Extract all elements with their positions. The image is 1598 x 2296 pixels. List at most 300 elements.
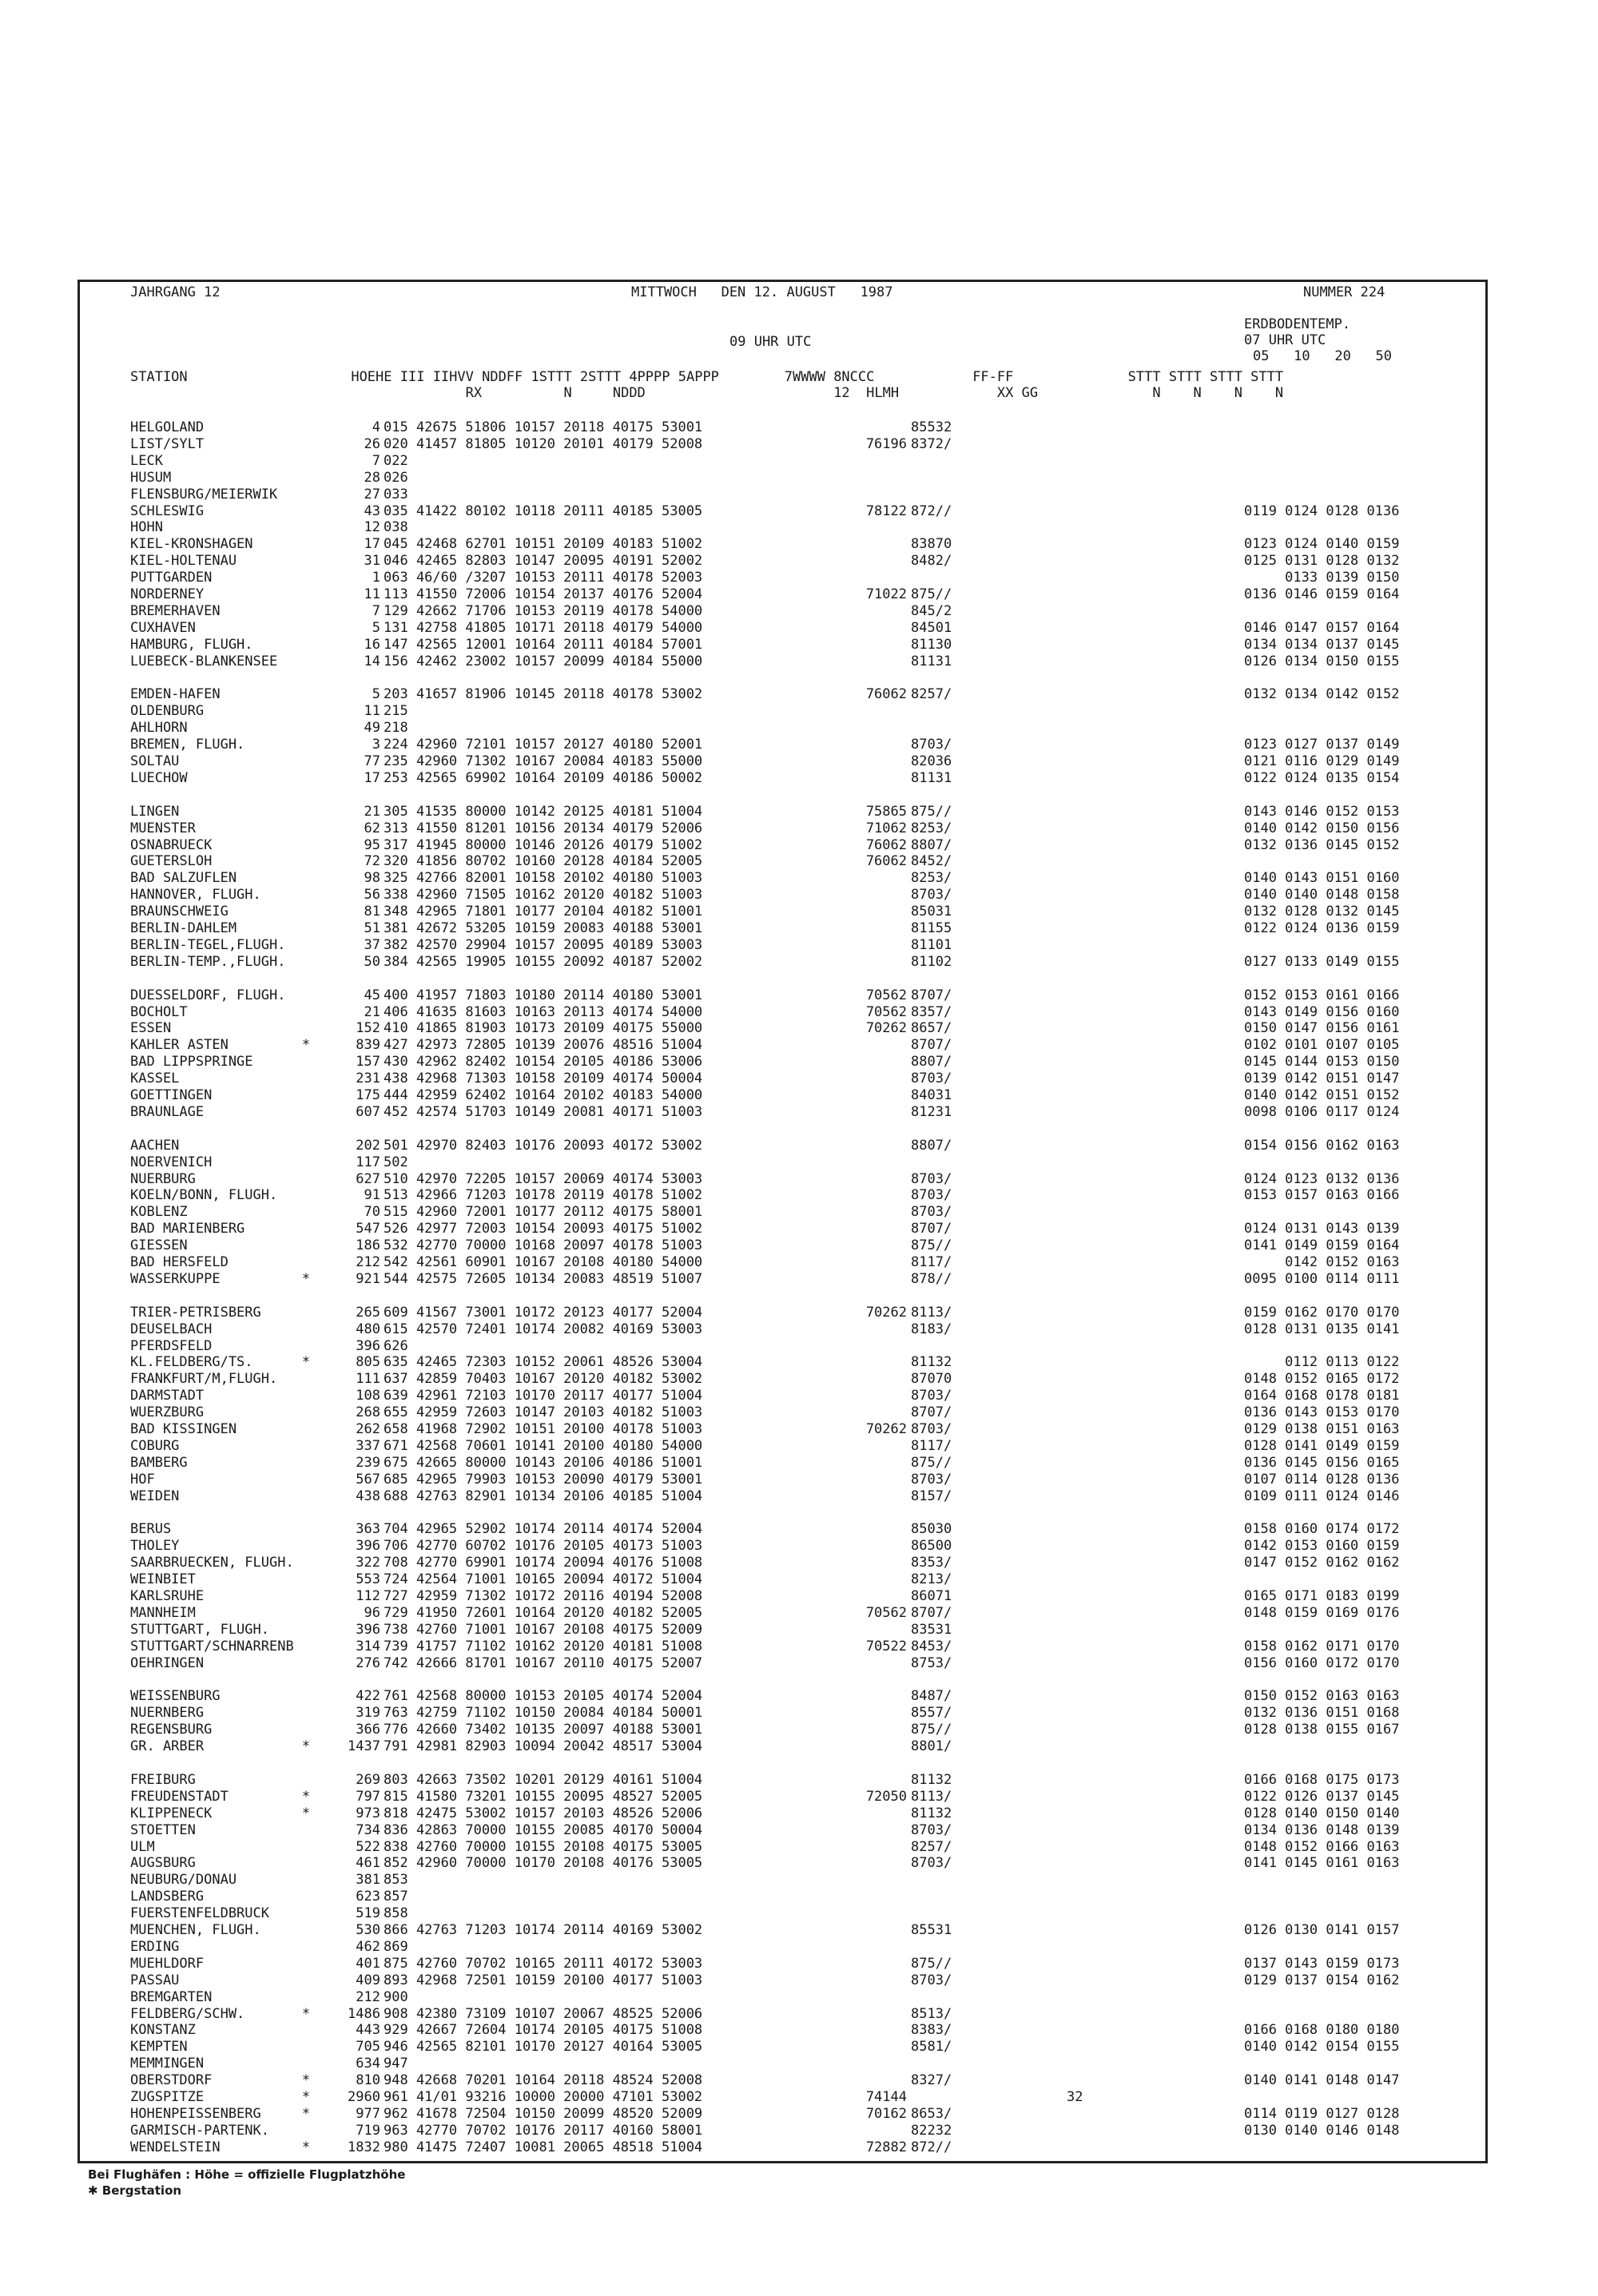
cloud-group: 81130 (911, 636, 952, 653)
station-elevation: 11 (364, 703, 380, 720)
station-name: HOF (130, 1471, 155, 1488)
synop-groups: 045 42468 62701 10151 20109 40183 51002 (384, 536, 703, 553)
synop-groups: 852 42960 70000 10170 20108 40176 53005 (384, 1855, 703, 1872)
station-elevation: 37 (364, 936, 380, 953)
station-name: KEMPTEN (130, 2039, 188, 2056)
soil-temperatures: 0142 0153 0160 0159 (1244, 1538, 1400, 1555)
cloud-group: 8707/ (911, 1037, 952, 1054)
station-elevation: 276 (356, 1654, 380, 1671)
synop-groups: 626 (384, 1337, 408, 1354)
weather-group: 70162 (865, 2105, 907, 2122)
station-name: GR. ARBER * (130, 1738, 311, 1755)
station-name: FLENSBURG/MEIERWIK (130, 486, 278, 502)
weather-group: 75865 (865, 803, 907, 820)
synop-groups: 235 42960 71302 10167 20084 40183 55000 (384, 753, 703, 769)
cloud-group: 85531 (911, 1922, 952, 1938)
cloud-group: 8703/ (911, 1204, 952, 1221)
station-name: BOCHOLT (130, 1003, 188, 1020)
station-elevation: 319 (356, 1705, 380, 1722)
cloud-group: 8581/ (911, 2039, 952, 2056)
station-name: SCHLESWIG (130, 502, 205, 519)
synop-groups: 400 41957 71803 10180 20114 40180 53001 (384, 987, 703, 1003)
soil-temperatures: 0129 0137 0154 0162 (1244, 1972, 1400, 1988)
soil-temperatures: 0143 0146 0152 0153 (1244, 803, 1400, 820)
station-elevation: 49 (364, 720, 380, 737)
soil-temperatures: 0141 0149 0159 0164 (1244, 1237, 1400, 1254)
weather-group: 70562 (865, 1604, 907, 1621)
synop-groups: 320 41856 80702 10160 20128 40184 52005 (384, 853, 703, 870)
station-elevation: 202 (356, 1137, 380, 1154)
soil-temperatures: 0132 0128 0132 0145 (1244, 904, 1400, 920)
cloud-group: 8801/ (911, 1738, 952, 1755)
soil-temperatures: 0098 0106 0117 0124 (1244, 1103, 1400, 1120)
soil-temperatures: 0148 0152 0165 0172 (1244, 1371, 1400, 1388)
synop-groups: 438 42968 71303 10158 20109 40174 50004 (384, 1071, 703, 1087)
cloud-group: 8117/ (911, 1254, 952, 1270)
weather-group: 70262 (865, 1020, 907, 1037)
station-name: STOETTEN (130, 1821, 196, 1838)
station-elevation: 43 (364, 502, 380, 519)
cloud-group: 8157/ (911, 1488, 952, 1504)
soil-temperatures: 0121 0116 0129 0149 (1244, 753, 1400, 769)
synop-groups: 838 42760 70000 10155 20108 40175 53005 (384, 1838, 703, 1855)
soil-temperatures: 0128 0131 0135 0141 (1244, 1321, 1400, 1337)
soil-temperatures: 0158 0162 0171 0170 (1244, 1638, 1400, 1654)
station-elevation: 4 (372, 419, 380, 435)
synop-groups: 724 42564 71001 10165 20094 40172 51004 (384, 1571, 703, 1588)
synop-groups: 815 41580 73201 10155 20095 48527 52005 (384, 1788, 703, 1805)
cloud-group: 8807/ (911, 1054, 952, 1071)
station-name: GIESSEN (130, 1237, 188, 1254)
station-elevation: 50 (364, 953, 380, 970)
synop-groups: 980 41475 72407 10081 20065 48518 51004 (384, 2139, 703, 2155)
station-name: DARMSTADT (130, 1388, 205, 1404)
soil-temp-title: ERDBODENTEMP. (1244, 316, 1351, 332)
synop-groups: 526 42977 72003 10154 20093 40175 51002 (384, 1221, 703, 1237)
cloud-group: 8703/ (911, 1170, 952, 1187)
synop-groups: 963 42770 70702 10176 20117 40160 58001 (384, 2122, 703, 2139)
synop-groups: 708 42770 69901 10174 20094 40176 51008 (384, 1555, 703, 1571)
station-elevation: 111 (356, 1371, 380, 1388)
cloud-group: 8183/ (911, 1321, 952, 1337)
cloud-group: 81155 (911, 920, 952, 936)
soil-temperatures: 0128 0141 0149 0159 (1244, 1437, 1400, 1454)
station-name: KIEL-KRONSHAGEN (130, 536, 253, 553)
station-elevation: 26 (364, 435, 380, 452)
station-name: LUECHOW (130, 769, 188, 786)
cloud-group: 86071 (911, 1588, 952, 1604)
station-name: COBURG (130, 1437, 180, 1454)
synop-groups: 961 41/01 93216 10000 20000 47101 53002 (384, 2089, 703, 2105)
station-name: STUTTGART/SCHNARRENB (130, 1638, 294, 1654)
soil-temperatures: 0132 0136 0151 0168 (1244, 1705, 1400, 1722)
station-name: PUTTGARDEN (130, 570, 213, 586)
station-elevation: 5 (372, 686, 380, 703)
cloud-group: 875// (911, 1454, 952, 1471)
station-name: WEISSENBURG (130, 1688, 221, 1705)
station-elevation: 480 (356, 1321, 380, 1337)
synop-groups: 317 41945 80000 10146 20126 40179 51002 (384, 836, 703, 853)
station-name: BREMGARTEN (130, 1988, 213, 2005)
station-elevation: 175 (356, 1087, 380, 1103)
cloud-group: 81132 (911, 1771, 952, 1788)
synop-groups: 858 (384, 1905, 408, 1922)
synop-groups: 947 (384, 2056, 408, 2072)
station-name: HUSUM (130, 469, 172, 486)
cloud-group: 81102 (911, 953, 952, 970)
station-elevation: 422 (356, 1688, 380, 1705)
soil-temperatures: 0109 0111 0124 0146 (1244, 1488, 1400, 1504)
station-elevation: 396 (356, 1621, 380, 1638)
synop-groups: 427 42973 72805 10139 20076 48516 51004 (384, 1037, 703, 1054)
station-elevation: 265 (356, 1304, 380, 1321)
station-name: KARLSRUHE (130, 1588, 205, 1604)
synop-groups: 609 41567 73001 10172 20123 40177 52004 (384, 1304, 703, 1321)
station-elevation: 231 (356, 1071, 380, 1087)
synop-groups: 035 41422 80102 10118 20111 40185 53005 (384, 502, 703, 519)
synop-groups: 510 42970 72205 10157 20069 40174 53003 (384, 1170, 703, 1187)
soil-temperatures: 0126 0130 0141 0157 (1244, 1922, 1400, 1938)
cloud-group: 8452/ (911, 853, 952, 870)
soil-temperatures: 0130 0140 0146 0148 (1244, 2122, 1400, 2139)
cloud-group: 8257/ (911, 1838, 952, 1855)
soil-temperatures: 0150 0152 0163 0163 (1244, 1688, 1400, 1705)
soil-temperatures: 0154 0156 0162 0163 (1244, 1137, 1400, 1154)
cloud-group: 8372/ (911, 435, 952, 452)
soil-temperatures: 0142 0152 0163 (1244, 1254, 1400, 1270)
synop-groups: 791 42981 82903 10094 20042 48517 53004 (384, 1738, 703, 1755)
station-name: DUESSELDORF, FLUGH. (130, 987, 286, 1003)
soil-temperatures: 0119 0124 0128 0136 (1244, 502, 1400, 519)
station-name: KLIPPENECK * (130, 1805, 311, 1821)
synop-groups: 836 42863 70000 10155 20085 40170 50004 (384, 1821, 703, 1838)
synop-groups: 639 42961 72103 10170 20117 40177 51004 (384, 1388, 703, 1404)
synop-groups: 515 42960 72001 10177 20112 40175 58001 (384, 1204, 703, 1221)
synop-groups: 739 41757 71102 10162 20120 40181 51008 (384, 1638, 703, 1654)
station-name: WUERZBURG (130, 1404, 205, 1421)
cloud-group: 875// (911, 1237, 952, 1254)
soil-temperatures: 0136 0145 0156 0165 (1244, 1454, 1400, 1471)
station-name: ZUGSPITZE * (130, 2089, 311, 2105)
station-elevation: 409 (356, 1972, 380, 1988)
cloud-group: 8113/ (911, 1788, 952, 1805)
cloud-group: 8253/ (911, 870, 952, 887)
synop-groups: 444 42959 62402 10164 20102 40183 54000 (384, 1087, 703, 1103)
station-elevation: 810 (356, 2072, 380, 2089)
soil-temperatures: 0152 0153 0161 0166 (1244, 987, 1400, 1003)
cloud-group: 8707/ (911, 1404, 952, 1421)
station-name: NUERBURG (130, 1170, 196, 1187)
synop-groups: 675 42665 80000 10143 20106 40186 51001 (384, 1454, 703, 1471)
station-elevation: 81 (364, 904, 380, 920)
station-name: NOERVENICH (130, 1154, 213, 1170)
soil-temperatures: 0147 0152 0162 0162 (1244, 1555, 1400, 1571)
station-elevation: 337 (356, 1437, 380, 1454)
weather-group: 71062 (865, 820, 907, 836)
soil-temperatures: 0128 0138 0155 0167 (1244, 1722, 1400, 1738)
station-elevation: 98 (364, 870, 380, 887)
station-name: KASSEL (130, 1071, 180, 1087)
weather-group: 72050 (865, 1788, 907, 1805)
station-name: OLDENBURG (130, 703, 205, 720)
station-elevation: 96 (364, 1604, 380, 1621)
cloud-group: 875// (911, 1955, 952, 1972)
cloud-group: 875// (911, 803, 952, 820)
soil-temperatures: 0148 0159 0169 0176 (1244, 1604, 1400, 1621)
station-elevation: 973 (356, 1805, 380, 1821)
synop-groups: 615 42570 72401 10174 20082 40169 53003 (384, 1321, 703, 1337)
cloud-group: 8703/ (911, 1421, 952, 1437)
footnote-mountain-station: ✱ Bergstation (88, 2183, 182, 2198)
soil-temperatures: 0129 0138 0151 0163 (1244, 1421, 1400, 1437)
soil-temperatures: 0150 0147 0156 0161 (1244, 1020, 1400, 1037)
synop-groups: 046 42465 82803 10147 20095 40191 52002 (384, 553, 703, 570)
soil-temperatures: 0166 0168 0175 0173 (1244, 1771, 1400, 1788)
station-elevation: 77 (364, 753, 380, 769)
soil-depths: 05 10 20 50 (1253, 348, 1392, 364)
weather-group: 76062 (865, 853, 907, 870)
synop-groups: 020 41457 81805 10120 20101 40179 52008 (384, 435, 703, 452)
station-elevation: 7 (372, 452, 380, 469)
cloud-group: 8703/ (911, 1855, 952, 1872)
synop-groups: 452 42574 51703 10149 20081 40171 51003 (384, 1103, 703, 1120)
soil-temperatures: 0102 0101 0107 0105 (1244, 1037, 1400, 1054)
station-name: AHLHORN (130, 720, 188, 737)
synop-groups: 544 42575 72605 10134 20083 48519 51007 (384, 1270, 703, 1287)
station-name: STUTTGART, FLUGH. (130, 1621, 269, 1638)
soil-temperatures: 0095 0100 0114 0111 (1244, 1270, 1400, 1287)
station-elevation: 27 (364, 486, 380, 502)
station-elevation: 705 (356, 2039, 380, 2056)
cloud-group: 8703/ (911, 1972, 952, 1988)
weather-group: 78122 (865, 502, 907, 519)
station-name: AACHEN (130, 1137, 180, 1154)
soil-temperatures: 0112 0113 0122 (1244, 1354, 1400, 1371)
synop-groups: 381 42672 53205 10159 20083 40188 53001 (384, 920, 703, 936)
column-headers-line1: STATION HOEHE III IIHVV NDDFF 1STTT 2STTT 4PPPP 5APPP 7WWWW 8NCCC FF-FF STTT STTT STTT STTT (130, 369, 1284, 385)
station-name: MUEHLDORF (130, 1955, 205, 1972)
synop-groups: 635 42465 72303 10152 20061 48526 53004 (384, 1354, 703, 1371)
synop-groups: 685 42965 79903 10153 20090 40179 53001 (384, 1471, 703, 1488)
soil-temperatures: 0145 0144 0153 0150 (1244, 1054, 1400, 1071)
synop-groups: 382 42570 29904 10157 20095 40189 53003 (384, 936, 703, 953)
station-elevation: 28 (364, 469, 380, 486)
observation-time: 09 UHR UTC (729, 334, 812, 350)
station-name: BERUS (130, 1521, 172, 1538)
soil-temperatures: 0140 0142 0150 0156 (1244, 820, 1400, 836)
station-elevation: 921 (356, 1270, 380, 1287)
cloud-group: 8383/ (911, 2022, 952, 2039)
station-name: GOETTINGEN (130, 1087, 213, 1103)
synop-groups: 742 42666 81701 10167 20110 40175 52007 (384, 1654, 703, 1671)
cloud-group: 8353/ (911, 1555, 952, 1571)
station-elevation: 519 (356, 1905, 380, 1922)
station-name: CUXHAVEN (130, 619, 196, 636)
synop-groups: 038 (384, 519, 408, 536)
weather-group: 76196 (865, 435, 907, 452)
cloud-group: 8653/ (911, 2105, 952, 2122)
station-name: BAD HERSFELD (130, 1254, 229, 1270)
station-name: BRAUNLAGE (130, 1103, 205, 1120)
cloud-group: 878// (911, 1270, 952, 1287)
cloud-group: 875// (911, 1722, 952, 1738)
station-name: LIST/SYLT (130, 435, 205, 452)
synop-groups: 063 46/60 /3207 10153 20111 40178 52003 (384, 570, 703, 586)
cloud-group: 8513/ (911, 2005, 952, 2022)
station-elevation: 117 (356, 1154, 380, 1170)
synop-groups: 253 42565 69902 10164 20109 40186 50002 (384, 769, 703, 786)
station-elevation: 45 (364, 987, 380, 1003)
synop-groups: 430 42962 82402 10154 20105 40186 53006 (384, 1054, 703, 1071)
cloud-group: 84501 (911, 619, 952, 636)
cloud-group: 8703/ (911, 1388, 952, 1404)
station-elevation: 269 (356, 1771, 380, 1788)
station-elevation: 553 (356, 1571, 380, 1588)
soil-temperatures: 0159 0162 0170 0170 (1244, 1304, 1400, 1321)
soil-temperatures: 0137 0143 0159 0173 (1244, 1955, 1400, 1972)
synop-groups: 803 42663 73502 10201 20129 40161 51004 (384, 1771, 703, 1788)
station-name: WENDELSTEIN * (130, 2139, 311, 2155)
cloud-group: 82232 (911, 2122, 952, 2139)
station-name: PFERDSFELD (130, 1337, 213, 1354)
cloud-group: 872// (911, 502, 952, 519)
cloud-group: 8213/ (911, 1571, 952, 1588)
station-name: THOLEY (130, 1538, 180, 1555)
soil-temperatures: 0158 0160 0174 0172 (1244, 1521, 1400, 1538)
station-name: KIEL-HOLTENAU (130, 553, 237, 570)
soil-temperatures: 0134 0136 0148 0139 (1244, 1821, 1400, 1838)
station-name: NORDERNEY (130, 586, 205, 602)
station-elevation: 157 (356, 1054, 380, 1071)
station-elevation: 805 (356, 1354, 380, 1371)
soil-temperatures: 0128 0140 0150 0140 (1244, 1805, 1400, 1821)
weather-group: 70562 (865, 987, 907, 1003)
synop-groups: 704 42965 52902 10174 20114 40174 52004 (384, 1521, 703, 1538)
synop-groups: 857 (384, 1889, 408, 1905)
synop-groups: 866 42763 71203 10174 20114 40169 53002 (384, 1922, 703, 1938)
soil-temperatures: 0132 0134 0142 0152 (1244, 686, 1400, 703)
station-elevation: 623 (356, 1889, 380, 1905)
synop-groups: 893 42968 72501 10159 20100 40177 51003 (384, 1972, 703, 1988)
cloud-group: 85031 (911, 904, 952, 920)
station-name: FELDBERG/SCHW. * (130, 2005, 311, 2022)
cloud-group: 8703/ (911, 1821, 952, 1838)
synop-groups: 729 41950 72601 10164 20120 40182 52005 (384, 1604, 703, 1621)
station-elevation: 634 (356, 2056, 380, 2072)
station-elevation: 462 (356, 1938, 380, 1955)
synop-groups: 875 42760 70702 10165 20111 40172 53003 (384, 1955, 703, 1972)
station-elevation: 11 (364, 586, 380, 602)
cloud-group: 81132 (911, 1354, 952, 1371)
synop-groups: 156 42462 23002 10157 20099 40184 55000 (384, 653, 703, 669)
station-name: BAD LIPPSPRINGE (130, 1054, 253, 1071)
weather-group: 70262 (865, 1421, 907, 1437)
station-name: MUENCHEN, FLUGH. (130, 1922, 261, 1938)
cloud-group: 8257/ (911, 686, 952, 703)
weather-group: 76062 (865, 686, 907, 703)
synop-groups: 658 41968 72902 10151 20100 40178 51003 (384, 1421, 703, 1437)
cloud-group: 86500 (911, 1538, 952, 1555)
station-name: OSNABRUECK (130, 836, 213, 853)
cloud-group: 8707/ (911, 987, 952, 1003)
station-elevation: 152 (356, 1020, 380, 1037)
synop-groups: 818 42475 53002 10157 20103 48526 52006 (384, 1805, 703, 1821)
station-elevation: 719 (356, 2122, 380, 2139)
synop-groups: 338 42960 71505 10162 20120 40182 51003 (384, 887, 703, 904)
station-name: FREIBURG (130, 1771, 196, 1788)
synop-groups: 325 42766 82001 10158 20102 40180 51003 (384, 870, 703, 887)
cloud-group: 81131 (911, 769, 952, 786)
soil-temperatures: 0153 0157 0163 0166 (1244, 1187, 1400, 1204)
station-name: BAMBERG (130, 1454, 188, 1471)
issue-number: NUMMER 224 (1303, 284, 1385, 300)
weather-group: 72882 (865, 2139, 907, 2155)
soil-temperatures: 0125 0131 0128 0132 (1244, 553, 1400, 570)
weather-group: 74144 (865, 2089, 907, 2105)
station-name: LINGEN (130, 803, 180, 820)
station-name: BERLIN-DAHLEM (130, 920, 237, 936)
station-elevation: 17 (364, 536, 380, 553)
cloud-group: 8707/ (911, 1604, 952, 1621)
cloud-group: 81132 (911, 1805, 952, 1821)
station-elevation: 1486 (348, 2005, 380, 2022)
synop-groups: 384 42565 19905 10155 20092 40187 52002 (384, 953, 703, 970)
station-elevation: 522 (356, 1838, 380, 1855)
synop-groups: 131 42758 41805 10171 20118 40179 54000 (384, 619, 703, 636)
station-elevation: 21 (364, 1003, 380, 1020)
weather-group: 71022 (865, 586, 907, 602)
cloud-group: 87070 (911, 1371, 952, 1388)
station-elevation: 12 (364, 519, 380, 536)
station-elevation: 186 (356, 1237, 380, 1254)
synop-groups: 929 42667 72604 10174 20105 40175 51008 (384, 2022, 703, 2039)
station-elevation: 16 (364, 636, 380, 653)
synop-groups: 033 (384, 486, 408, 502)
soil-temperatures: 0132 0136 0145 0152 (1244, 836, 1400, 853)
synop-groups: 313 41550 81201 10156 20134 40179 52006 (384, 820, 703, 836)
footnote-airports: Bei Flughäfen : Höhe = offizielle Flugplatzhöhe (88, 2167, 406, 2182)
synop-groups: 869 (384, 1938, 408, 1955)
cloud-group: 8482/ (911, 553, 952, 570)
synop-groups: 406 41635 81603 10163 20113 40174 54000 (384, 1003, 703, 1020)
synop-groups: 776 42660 73402 10135 20097 40188 53001 (384, 1722, 703, 1738)
station-name: BERLIN-TEMP.,FLUGH. (130, 953, 286, 970)
wind-gust-group: 32 (1067, 2089, 1083, 2105)
cloud-group: 8453/ (911, 1638, 952, 1654)
cloud-group: 8117/ (911, 1437, 952, 1454)
cloud-group: 81131 (911, 653, 952, 669)
station-elevation: 363 (356, 1521, 380, 1538)
station-name: HANNOVER, FLUGH. (130, 887, 261, 904)
station-name: BAD SALZUFLEN (130, 870, 237, 887)
station-elevation: 5 (372, 619, 380, 636)
station-name: FUERSTENFELDBRUCK (130, 1905, 269, 1922)
soil-temperatures: 0166 0168 0180 0180 (1244, 2022, 1400, 2039)
station-elevation: 443 (356, 2022, 380, 2039)
station-name: WEINBIET (130, 1571, 196, 1588)
cloud-group: 81231 (911, 1103, 952, 1120)
synop-groups: 900 (384, 1988, 408, 2005)
station-elevation: 91 (364, 1187, 380, 1204)
station-elevation: 1832 (348, 2139, 380, 2155)
station-name: BREMERHAVEN (130, 602, 221, 619)
cloud-group: 83531 (911, 1621, 952, 1638)
station-elevation: 627 (356, 1170, 380, 1187)
station-elevation: 3 (372, 737, 380, 753)
cloud-group: 8703/ (911, 1071, 952, 1087)
soil-temperatures: 0139 0142 0151 0147 (1244, 1071, 1400, 1087)
station-elevation: 322 (356, 1555, 380, 1571)
